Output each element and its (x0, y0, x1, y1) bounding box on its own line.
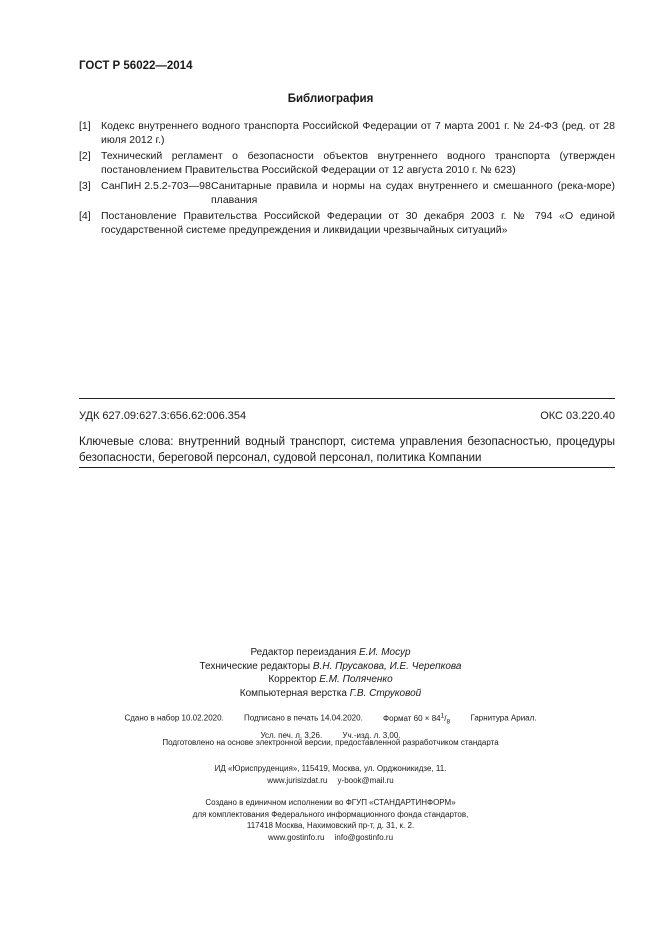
bibliography-item-code: СанПиН 2.5.2-703—98 (101, 180, 211, 192)
bibliography-item-number: [2] (79, 150, 91, 162)
signed-for-print: Подписано в печать 14.04.2020. (244, 713, 363, 723)
divider-top (79, 398, 615, 399)
created-block (0, 797, 661, 843)
bibliography-list (79, 120, 615, 240)
bibliography-item (79, 150, 615, 177)
created-contacts (0, 832, 661, 844)
credit-name: Г.В. Струковой (349, 687, 422, 699)
bibliography-item (79, 120, 615, 147)
bibliography-item-text: Кодекс внутреннего водного транспорта Российской Федерации от 7 марта 2001 г. № 24-ФЗ (ред. от 28 июля 2012 г.) (101, 120, 615, 146)
credit-role: Корректор (268, 674, 317, 685)
classification-row (79, 410, 615, 422)
sent-to-typesetting: Сдано в набор 10.02.2020. (124, 713, 224, 723)
publisher-contacts (0, 775, 661, 787)
bibliography-item-text: Санитарные правила и нормы на судах внутреннего и смешанного (река-море) плавания (211, 180, 615, 206)
printed-sheets: Усл. печ. л. 3,26. (260, 730, 323, 740)
credits-block (0, 646, 661, 700)
credit-name: Е.М. Поляченко (319, 674, 393, 685)
gostinfo-website[interactable]: www.gostinfo.ru (267, 832, 325, 842)
bibliography-item-number: [1] (79, 120, 91, 132)
divider-bottom (79, 467, 615, 468)
bibliography-item-number: [4] (79, 210, 91, 222)
credit-name: Е.И. Мосур (359, 647, 411, 658)
publisher-address: ИД «Юриспруденция», 115419, Москва, ул. Орджоникидзе, 11. (214, 764, 447, 773)
keywords: Ключевые слова: внутренний водный транспорт, система управления безопасностью, процедуры безопасности, береговой персонал, судовой персонал, политика Компании (79, 436, 615, 464)
publishing-sheets: Уч.-изд. л. 3,00. (342, 730, 401, 740)
prepared-note: Подготовлено на основе электронной версии, предоставленной разработчиком стандарта (162, 738, 499, 747)
publisher-email[interactable]: y-book@mail.ru (337, 775, 394, 785)
paper-format: Формат $60 \times 84^1/_8$ (383, 712, 451, 726)
credit-role: Редактор переиздания (250, 647, 357, 658)
bibliography-title: Библиография (287, 93, 374, 105)
created-address: 117418 Москва, Нахимовский пр-т, д. 31, к. 2. (246, 821, 415, 830)
credit-name: В.Н. Прусакова, И.Е. Черепкова (312, 660, 462, 672)
typeface: Гарнитура Ариал. (470, 713, 537, 723)
bibliography-item-text: Постановление Правительства Российской Федерации от 30 декабря 2003 г. № 794 «О единой государственной системе предупреждения и ликвидации чрезвычайных ситуаций» (101, 210, 615, 236)
bibliography-item (79, 210, 615, 237)
udc-code: УДК 627.09:627.3:656.62:006.354 (79, 410, 247, 422)
oks-code: ОКС 03.220.40 (540, 410, 615, 422)
publisher-block (0, 763, 661, 786)
credit-role: Технические редакторы (199, 660, 311, 672)
document-code: ГОСТ Р 56022—2014 (79, 60, 193, 72)
credit-line (0, 660, 661, 674)
credit-line (0, 646, 661, 660)
created-line: Создано в единичном исполнении во ФГУП «СТАНДАРТИНФОРМ» (205, 798, 456, 807)
print-info-line (0, 709, 661, 729)
publisher-website[interactable]: www.jurisizdat.ru (267, 775, 328, 785)
bibliography-item (79, 180, 615, 207)
gostinfo-email[interactable]: info@gostinfo.ru (334, 832, 394, 842)
credit-line (0, 687, 661, 701)
bibliography-item-text: Технический регламент о безопасности объектов внутреннего водного транспорта (утвержден постановлением Правительства Российской Федерации от 12 августа 2010 г. № 623) (101, 150, 615, 176)
credit-line (0, 673, 661, 687)
credit-role: Компьютерная верстка (239, 687, 347, 699)
created-line: для комплектования Федерального информационного фонда стандартов, (192, 809, 469, 819)
bibliography-item-number: [3] (79, 180, 91, 192)
